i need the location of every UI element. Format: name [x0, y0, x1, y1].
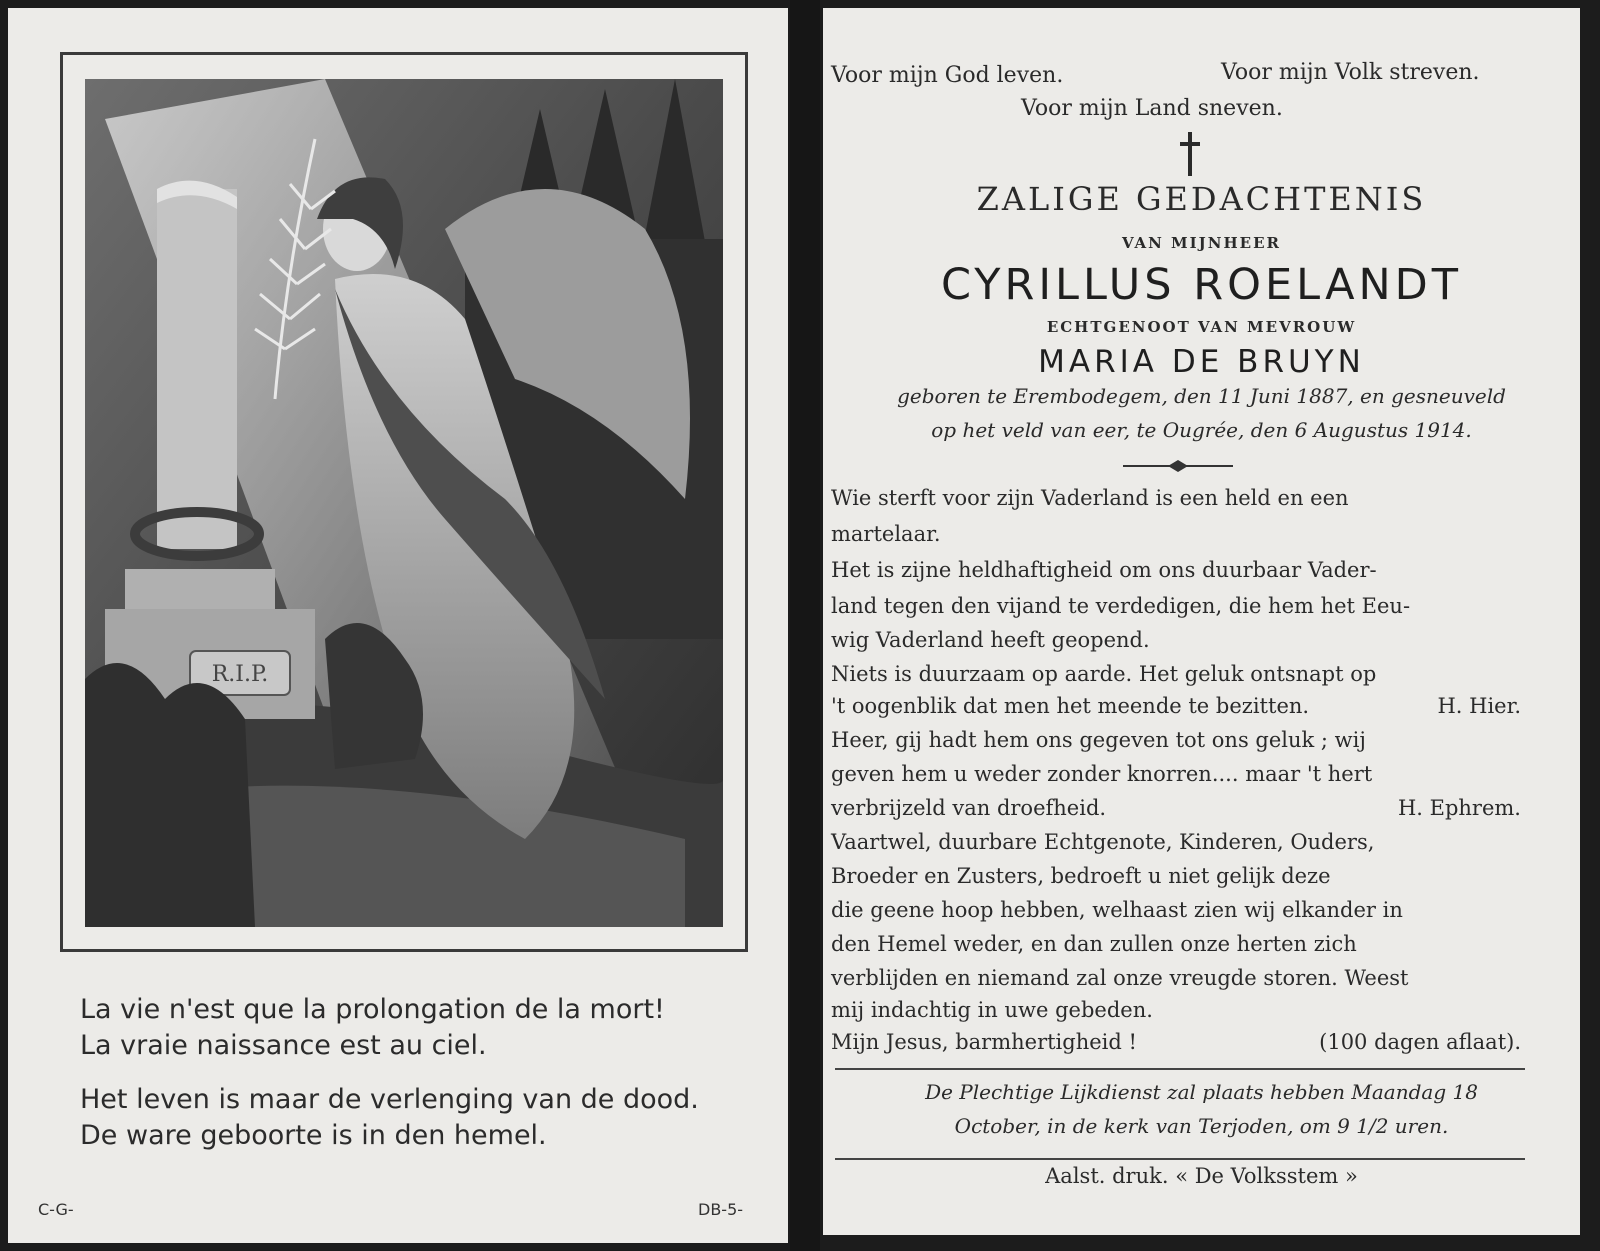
- body-line: Wie sterft voor zijn Vaderland is een held en een: [831, 486, 1349, 510]
- body-line: Vaartwel, duurbare Echtgenote, Kinderen, Ouders,: [831, 830, 1375, 854]
- deceased-name: CYRILLUS ROELANDT: [940, 260, 1463, 310]
- funeral-notice-line-1: De Plechtige Lijkdienst zal plaats hebben Maandag 18: [925, 1080, 1478, 1104]
- french-verse-line-1: La vie n'est que la prolongation de la mort!: [80, 994, 665, 1025]
- body-text: verbrijzeld van droefheid.: [831, 796, 1107, 820]
- birth-death-line-1: geboren te Erembodegem, den 11 Juni 1887, en gesneuveld: [897, 384, 1506, 408]
- attribution-ephrem: H. Ephrem.: [1397, 796, 1521, 820]
- cross-icon: [1178, 130, 1202, 178]
- dutch-verse-line-2: De ware geboorte is in den hemel.: [80, 1120, 547, 1151]
- body-line: den Hemel weder, en dan zullen onze herten zich: [831, 932, 1357, 956]
- body-line: Niets is duurzaam op aarde. Het geluk ontsnapt op: [831, 662, 1377, 686]
- body-line: Broeder en Zusters, bedroeft u niet gelijk deze: [831, 864, 1331, 888]
- printer-credit: Aalst. druk. « De Volksstem »: [1045, 1164, 1358, 1188]
- body-line: Het is zijne heldhaftigheid om ons duurbaar Vader-: [831, 558, 1377, 582]
- motto-volk: Voor mijn Volk streven.: [1221, 60, 1480, 85]
- body-line-with-attribution: [831, 694, 1521, 718]
- body-line: verblijden en niemand zal onze vreugde storen. Weest: [831, 966, 1409, 990]
- spouse-name: MARIA DE BRUYN: [1038, 344, 1365, 380]
- attribution-hier: H. Hier.: [1437, 694, 1521, 718]
- publisher-mark-left: C-G-: [38, 1200, 74, 1219]
- body-text: 't oogenblik dat men het meende te bezitten.: [831, 694, 1310, 718]
- memorial-card-front: [8, 8, 788, 1243]
- title-van-mijnheer: VAN MIJNHEER: [1122, 234, 1281, 252]
- body-line: wig Vaderland heeft geopend.: [831, 628, 1150, 652]
- motto-god: Voor mijn God leven.: [831, 63, 1064, 88]
- motto-land: Voor mijn Land sneven.: [1021, 96, 1283, 121]
- french-verse-line-2: La vraie naissance est au ciel.: [80, 1030, 487, 1061]
- foliage: [85, 663, 255, 927]
- body-line: mij indachtig in uwe gebeden.: [831, 998, 1153, 1022]
- spouse-label: ECHTGENOOT VAN MEVROUW: [1046, 318, 1357, 336]
- body-line: Heer, gij hadt hem ons gegeven tot ons geluk ; wij: [831, 728, 1366, 752]
- indulgence-note: (100 dagen aflaat).: [1319, 1030, 1521, 1054]
- funeral-notice-line-2: October, in de kerk van Terjoden, om 9 1/2 uren.: [954, 1114, 1449, 1138]
- body-line: martelaar.: [831, 522, 941, 546]
- scan-gutter: [790, 0, 820, 1251]
- memorial-card-back: [823, 8, 1580, 1235]
- angel-illustration: [85, 79, 723, 927]
- dutch-verse-line-1: Het leven is maar de verlenging van de dood.: [80, 1084, 699, 1115]
- body-line-with-attribution: [831, 796, 1521, 820]
- publisher-mark-right: DB-5-: [698, 1200, 744, 1219]
- illustration-frame: [60, 52, 748, 952]
- stone-inscription: R.I.P.: [211, 662, 269, 687]
- body-line: die geene hoop hebben, welhaast zien wij elkander in: [831, 898, 1403, 922]
- birth-death-line-2: op het veld van eer, te Ougrée, den 6 Augustus 1914.: [931, 418, 1472, 442]
- prayer-line: [831, 1030, 1521, 1054]
- body-line: land tegen den vijand te verdedigen, die hem het Eeu-: [831, 594, 1411, 618]
- body-line: geven hem u weder zonder knorren.... maar 't hert: [831, 762, 1373, 786]
- divider-rule: [835, 1068, 1525, 1070]
- angel-picture: [85, 79, 723, 927]
- ornament-divider: [1123, 458, 1233, 474]
- prayer-text: Mijn Jesus, barmhertigheid !: [831, 1030, 1137, 1054]
- divider-rule: [835, 1158, 1525, 1160]
- memorial-heading: ZALIGE GEDACHTENIS: [976, 180, 1427, 218]
